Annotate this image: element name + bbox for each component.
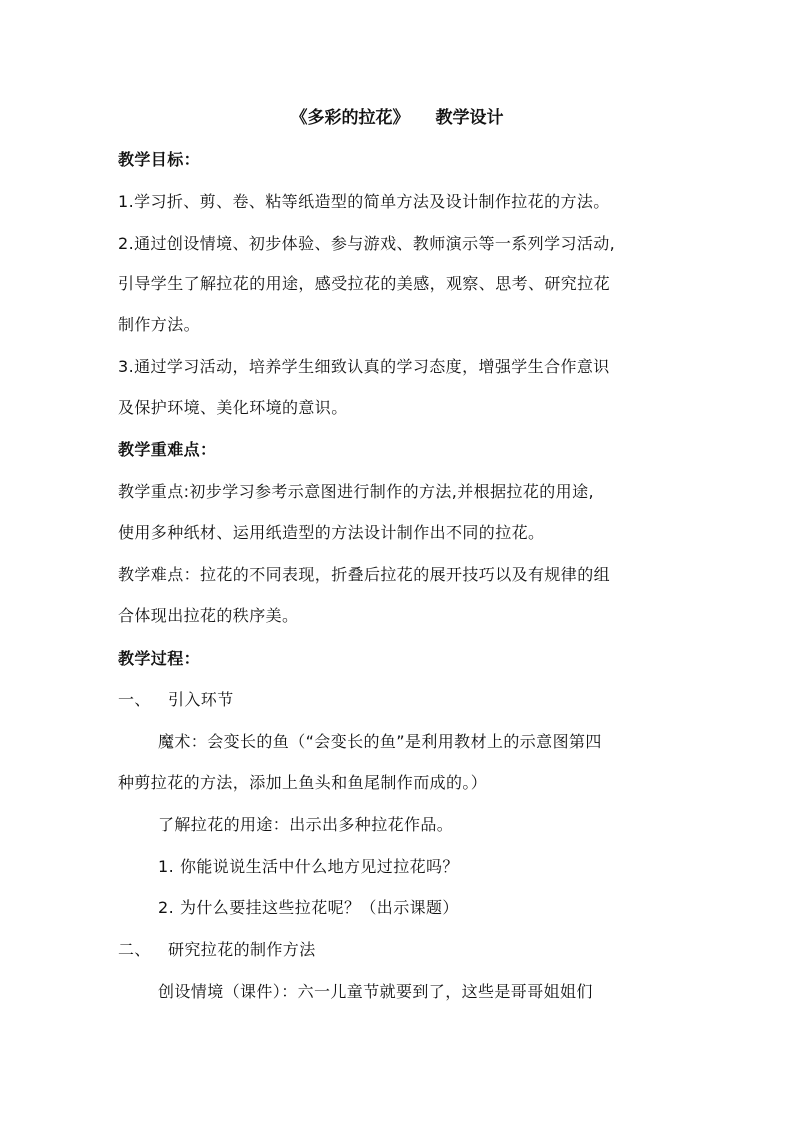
section-1-heading [118, 689, 234, 711]
section-1-number: 一、 [118, 690, 151, 709]
magic-line-2: 种剪拉花的方法，添加上鱼头和鱼尾制作而成的。） [118, 773, 488, 792]
magic-line-1: 魔术：会变长的鱼（“会变长的鱼”是利用教材上的示意图第四 [158, 732, 602, 751]
question-2-text: 为什么要挂这些拉花呢？（出示课题） [180, 898, 459, 917]
question-1 [158, 856, 459, 878]
heading-teaching-goals: 教学目标： [118, 150, 201, 169]
question-1-number: 1. [158, 857, 175, 876]
section-2-number: 二、 [118, 940, 151, 959]
question-2 [158, 897, 459, 919]
section-1-title: 引入环节 [168, 690, 234, 709]
use-line: 了解拉花的用途：出示出多种拉花作品。 [158, 815, 454, 834]
goal-2-line-2: 引导学生了解拉花的用途，感受拉花的美感，观察、思考、研究拉花 [118, 274, 611, 293]
goal-3-line-1: 3.通过学习活动，培养学生细致认真的学习态度，增强学生合作意识 [118, 357, 610, 376]
goal-1: 1.学习折、剪、卷、粘等纸造型的简单方法及设计制作拉花的方法。 [118, 192, 610, 211]
section-2-heading [118, 939, 316, 961]
heading-key-points: 教学重难点： [118, 440, 217, 459]
goal-2-line-1: 2.通过创设情境、初步体验、参与游戏、教师演示等一系列学习活动, [118, 234, 616, 253]
goal-3-line-2: 及保护环境、美化环境的意识。 [118, 398, 348, 417]
title-book-name: 《多彩的拉花》 [290, 108, 410, 128]
scene-line: 创设情境（课件）：六一儿童节就要到了，这些是哥哥姐姐们 [158, 982, 593, 1001]
heading-teaching-process: 教学过程： [118, 649, 201, 668]
document-title [0, 106, 794, 130]
difficulty-line-2: 合体现出拉花的秩序美。 [118, 606, 299, 625]
key-point-line-1: 教学重点:初步学习参考示意图进行制作的方法,并根据拉花的用途, [118, 482, 594, 501]
question-1-text: 你能说说生活中什么地方见过拉花吗？ [180, 857, 459, 876]
key-point-line-2: 使用多种纸材、运用纸造型的方法设计制作出不同的拉花。 [118, 523, 545, 542]
section-2-title: 研究拉花的制作方法 [168, 940, 316, 959]
question-2-number: 2. [158, 898, 175, 917]
difficulty-line-1: 教学难点：拉花的不同表现，折叠后拉花的展开技巧以及有规律的组 [118, 565, 611, 584]
title-suffix: 教学设计 [435, 108, 504, 128]
goal-2-line-3: 制作方法。 [118, 315, 201, 334]
